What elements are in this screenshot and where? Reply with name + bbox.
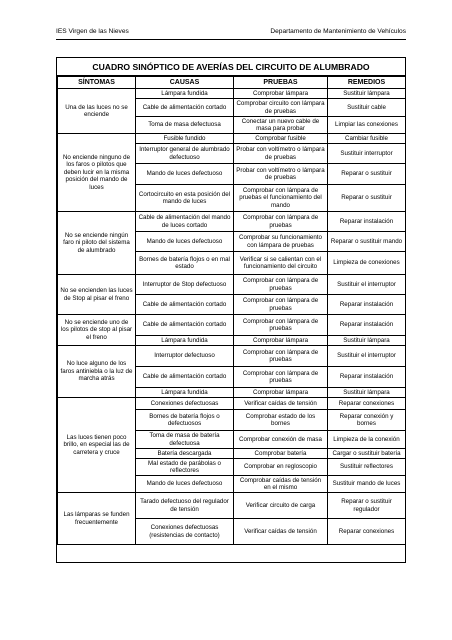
remedy-cell: Sustituir lámpara (328, 388, 406, 398)
symptom-cell: Las lámparas se funden frecuentemente (58, 493, 136, 545)
test-cell: Comprobar circuito con lámpara de pruebas (234, 99, 328, 117)
remedy-cell: Reparar instalación (328, 212, 406, 232)
table-row (58, 275, 406, 295)
remedy-cell: Sustituir cable (328, 99, 406, 117)
symptom-cell: No se enciende ningún faro ni piloto del sistema de alumbrado (58, 212, 136, 275)
remedy-cell: Reparar o sustituir (328, 185, 406, 212)
remedy-cell: Reparar instalación (328, 295, 406, 315)
table-row (58, 315, 406, 336)
remedy-cell: Reparar conexión y bornes (328, 410, 406, 431)
test-cell: Comprobar con lámpara de pruebas (234, 346, 328, 367)
test-cell: Comprobar estado de los bornes (234, 410, 328, 431)
cause-cell: Tarado defectuoso del regulador de tensión (136, 493, 234, 519)
test-cell: Comprobar caídas de tensión en el mismo (234, 476, 328, 493)
table-title: CUADRO SINÓPTICO DE AVERÍAS DEL CIRCUITO DE ALUMBRADO (57, 58, 405, 76)
symptom-cell: No se enciende uno de los pilotos de stop al pisar el freno (58, 315, 136, 346)
remedy-cell: Reparar o sustituir regulador (328, 493, 406, 519)
remedy-cell: Sustituir el interruptor (328, 275, 406, 295)
sheet-frame (56, 57, 406, 563)
test-cell: Conectar un nuevo cable de masa para probar (234, 117, 328, 134)
table-row (58, 346, 406, 367)
cause-cell: Toma de masa de batería defectuosa (136, 431, 234, 449)
cause-cell: Mando de luces defectuoso (136, 232, 234, 252)
col-header-causes: CAUSAS (136, 77, 234, 89)
test-cell: Comprobar batería (234, 449, 328, 459)
cause-cell: Interruptor general de alumbrado defectuoso (136, 144, 234, 164)
remedy-cell: Sustituir mando de luces (328, 476, 406, 493)
cause-cell: Conexiones defectuosas (136, 398, 234, 410)
remedy-cell: Sustituir lámpara (328, 89, 406, 99)
cause-cell: Mando de luces defectuoso (136, 164, 234, 185)
cause-cell: Lámpara fundida (136, 336, 234, 346)
test-cell: Comprobar con lámpara de pruebas (234, 295, 328, 315)
remedy-cell: Limpiar las conexiones (328, 117, 406, 134)
cause-cell: Bornes de batería flojos o en mal estado (136, 252, 234, 275)
cause-cell: Mando de luces defectuoso (136, 476, 234, 493)
remedy-cell: Sustituir lámpara (328, 336, 406, 346)
remedy-cell: Cambiar fusible (328, 134, 406, 144)
remedy-cell: Reparar o sustituir mando (328, 232, 406, 252)
test-cell: Verificar circuito de carga (234, 493, 328, 519)
cause-cell: Bornes de batería flojos o defectuosos (136, 410, 234, 431)
test-cell: Comprobar con lámpara de pruebas (234, 315, 328, 336)
cause-cell: Mal estado de parábolas o reflectores (136, 459, 234, 476)
cause-cell: Lámpara fundida (136, 388, 234, 398)
cause-cell: Toma de masa defectuosa (136, 117, 234, 134)
remedy-cell: Sustituir reflectores (328, 459, 406, 476)
test-cell: Comprobar conexión de masa (234, 431, 328, 449)
test-cell: Comprobar fusible (234, 134, 328, 144)
cause-cell: Cable de alimentación cortado (136, 99, 234, 117)
cause-cell: Cable de alimentación cortado (136, 295, 234, 315)
remedy-cell: Limpieza de conexiones (328, 252, 406, 275)
cause-cell: Interruptor defectuoso (136, 346, 234, 367)
remedy-cell: Reparar instalación (328, 315, 406, 336)
cause-cell: Fusible fundido (136, 134, 234, 144)
cause-cell: Batería descargada (136, 449, 234, 459)
table-body (58, 89, 406, 545)
test-cell: Comprobar con lámpara de pruebas el funcionamiento del mando (234, 185, 328, 212)
table-row (58, 212, 406, 232)
test-cell: Comprobar su funcionamiento con lámpara de pruebas (234, 232, 328, 252)
test-cell: Comprobar con lámpara de pruebas (234, 367, 328, 388)
page-header (56, 27, 406, 40)
symptom-cell: Una de las luces no se enciende (58, 89, 136, 134)
fault-table (57, 76, 406, 545)
test-cell: Probar con voltímetro o lámpara de pruebas (234, 164, 328, 185)
table-row (58, 89, 406, 99)
cause-cell: Cable de alimentación cortado (136, 315, 234, 336)
cause-cell: Lámpara fundida (136, 89, 234, 99)
col-header-tests: PRUEBAS (234, 77, 328, 89)
cause-cell: Interruptor de Stop defectuoso (136, 275, 234, 295)
remedy-cell: Reparar conexiones (328, 398, 406, 410)
remedy-cell: Sustituir interruptor (328, 144, 406, 164)
test-cell: Verificar caídas de tensión (234, 398, 328, 410)
symptom-cell: No enciende ninguno de los faros o pilotos que deben lucir en la misma posición del mando de luces (58, 134, 136, 212)
table-row (58, 134, 406, 144)
header-department: Departamento de Mantenimiento de Vehículos (270, 28, 406, 35)
test-cell: Probar con voltímetro o lámpara de pruebas (234, 144, 328, 164)
table-row (58, 398, 406, 410)
test-cell: Comprobar con lámpara de pruebas (234, 275, 328, 295)
test-cell: Comprobar con lámpara de pruebas (234, 212, 328, 232)
header-row (58, 77, 406, 89)
symptom-cell: Las luces tienen poco brillo, en especial las de carretera y cruce (58, 398, 136, 493)
remedy-cell: Limpieza de la conexión (328, 431, 406, 449)
cause-cell: Cable de alimentación cortado (136, 367, 234, 388)
test-cell: Comprobar lámpara (234, 336, 328, 346)
test-cell: Comprobar en regloscopio (234, 459, 328, 476)
remedy-cell: Cargar o sustituir batería (328, 449, 406, 459)
test-cell: Verificar si se calientan con el funcionamiento del circuito (234, 252, 328, 275)
table-row (58, 493, 406, 519)
test-cell: Comprobar lámpara (234, 388, 328, 398)
symptom-cell: No luce alguno de los faros antiniebla o la luz de marcha atrás (58, 346, 136, 398)
remedy-cell: Reparar instalación (328, 367, 406, 388)
header-school: IES Virgen de las Nieves (56, 28, 129, 35)
remedy-cell: Reparar o sustituir (328, 164, 406, 185)
col-header-symptoms: SÍNTOMAS (58, 77, 136, 89)
symptom-cell: No se encienden las luces de Stop al pisar el freno (58, 275, 136, 315)
remedy-cell: Sustituir el interruptor (328, 346, 406, 367)
test-cell: Verificar caídas de tensión (234, 519, 328, 545)
cause-cell: Conexiones defectuosas (resistencias de contacto) (136, 519, 234, 545)
test-cell: Comprobar lámpara (234, 89, 328, 99)
cause-cell: Cable de alimentación del mando de luces cortado (136, 212, 234, 232)
cause-cell: Cortocircuito en esta posición del mando de luces (136, 185, 234, 212)
col-header-remedies: REMEDIOS (328, 77, 406, 89)
remedy-cell: Reparar conexiones (328, 519, 406, 545)
